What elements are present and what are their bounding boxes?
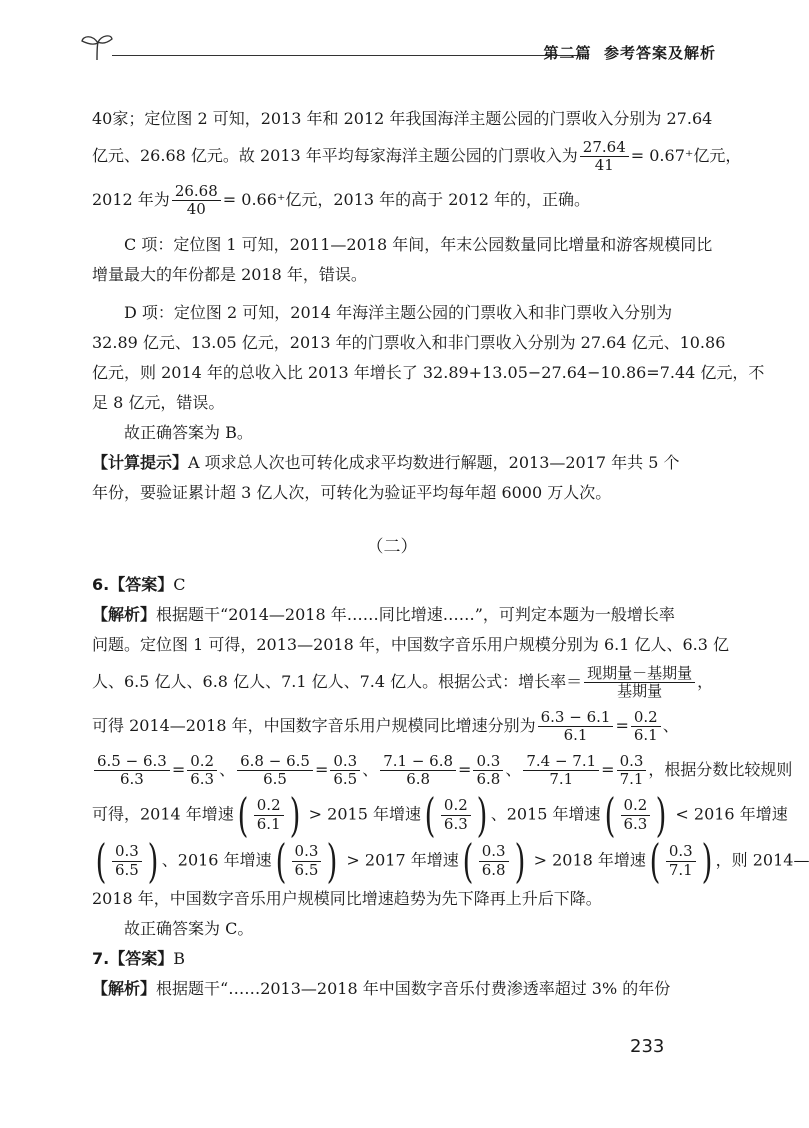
fraction-denominator: 基期量: [617, 682, 663, 700]
fraction-numerator: 0.3: [473, 753, 503, 771]
fraction-denominator: 6.5: [333, 770, 358, 788]
paren-fraction: ( $\frac{0.3}{6.5}$ ): [95, 834, 159, 888]
fraction-numerator: 0.2: [254, 797, 284, 815]
growth-formula: [584, 665, 695, 701]
fraction-numerator: 0.2: [631, 709, 661, 727]
text-line: 2018 年，中国数字音乐用户规模同比增速趋势为先下降再上升后下降。: [92, 889, 602, 908]
fraction: [172, 183, 221, 219]
fraction-denominator: 6.3: [623, 814, 648, 833]
fraction: [617, 753, 647, 789]
text-line: [92, 834, 809, 888]
fraction-denominator: 7.1: [619, 770, 644, 788]
fraction-numerator: 0.3: [666, 843, 696, 861]
fraction-denominator: 7.1: [668, 860, 693, 879]
text-segment: 、2015 年增速: [490, 804, 601, 824]
text-segment: > 2017 年增速: [341, 850, 459, 870]
fraction-numerator: 27.64: [580, 139, 629, 157]
fraction: [237, 753, 313, 789]
equals-sign: =: [615, 716, 629, 735]
answer-value: C: [173, 575, 186, 594]
text-segment: > 2018 年增速: [528, 850, 646, 870]
fraction-numerator: 0.2: [187, 753, 217, 771]
fraction: [631, 709, 661, 745]
text-segment: = 0.66⁺亿元，2013 年的高于 2012 年的，正确。: [222, 190, 591, 209]
separator: 、: [505, 760, 522, 779]
text-segment: 可得，2014 年增速: [92, 804, 234, 824]
analysis-label: 【解析】: [92, 605, 157, 624]
header-rule: [112, 55, 580, 56]
text-line: [92, 748, 793, 792]
fraction-denominator: 6.3: [119, 770, 144, 788]
tip-label: 【计算提示】: [92, 453, 189, 472]
fraction-numerator: 0.3: [330, 753, 360, 771]
paren-fraction: ( $\frac{0.2}{6.1}$ ): [237, 788, 300, 842]
fraction: [187, 753, 217, 789]
page-number: 233: [630, 1036, 665, 1057]
fraction-denominator: 6.3: [190, 770, 215, 788]
text-line: [92, 704, 692, 748]
paren-fraction: ( $\frac{0.2}{6.3}$ ): [424, 788, 488, 842]
header-title: 第二篇 参考答案及解析: [543, 44, 716, 62]
paren-fraction: ( $\frac{0.3}{6.5}$ ): [275, 834, 338, 888]
fraction: [538, 709, 614, 745]
fraction: [330, 753, 360, 789]
equals-sign: =: [171, 760, 186, 779]
fraction-numerator: 0.3: [617, 753, 647, 771]
text-line: 增量最大的年份都是 2018 年，错误。: [92, 265, 367, 284]
text-segment: 2012 年为: [92, 190, 170, 209]
fraction-numerator: 26.68: [172, 183, 221, 201]
fraction-numerator: 6.3 − 6.1: [538, 709, 614, 727]
separator: 、: [219, 760, 236, 779]
page-content: [92, 104, 809, 1004]
fraction-denominator: 6.1: [563, 726, 588, 744]
fraction-denominator: 6.5: [114, 860, 139, 879]
text-segment: = 0.67⁺亿元，: [630, 146, 742, 165]
separator: 、: [662, 716, 679, 735]
text-line: 问题。定位图 1 可得，2013—2018 年，中国数字音乐用户规模分别为 6.1 亿人、6.3 亿: [92, 635, 730, 654]
fraction-numerator: 0.3: [479, 843, 509, 861]
answer-line: 故正确答案为 B。: [124, 423, 253, 442]
text-line: 亿元，则 2014 年的总收入比 2013 年增长了 32.89+13.05−27.64−10.86=7.44 亿元，不: [92, 363, 765, 382]
text-line: [92, 134, 742, 178]
fraction-denominator: 6.3: [443, 814, 468, 833]
paren-fraction: ( $\frac{0.2}{6.3}$ ): [604, 788, 667, 842]
text-line: C 项：定位图 1 可知，2011—2018 年间，年末公园数量同比增量和游客规模同比: [124, 235, 713, 254]
text-line: 足 8 亿元，错误。: [92, 393, 225, 412]
paren-fraction: ( $\frac{0.3}{7.1}$ ): [649, 834, 713, 888]
text-segment: ，: [697, 672, 714, 691]
fraction-denominator: 41: [594, 156, 614, 174]
fraction-denominator: 6.5: [263, 770, 287, 788]
fraction-denominator: 6.5: [294, 860, 319, 879]
question-answer-line: [92, 570, 692, 600]
text-line: [92, 788, 788, 842]
fraction: [523, 753, 599, 789]
text-line: D 项：定位图 2 可知，2014 年海洋主题公园的门票收入和非门票收入分别为: [124, 303, 673, 322]
analysis-line: [92, 974, 692, 1004]
fraction-numerator: 6.8 − 6.5: [237, 753, 313, 771]
fraction-numerator: 7.4 − 7.1: [523, 753, 599, 771]
fraction: [380, 753, 456, 789]
text-segment: > 2015 年增速: [303, 804, 421, 824]
text-segment: 根据题干“2014—2018 年……同比增速……”，可判定本题为一般增长率: [156, 605, 675, 624]
fraction: [94, 753, 170, 789]
question-answer-line: [92, 944, 692, 974]
fraction: [580, 139, 629, 175]
page-header: [80, 28, 720, 68]
section-title: （二）: [366, 537, 418, 557]
fraction-denominator: 6.8: [481, 860, 506, 879]
fraction-numerator: 0.2: [441, 797, 471, 815]
text-segment: A 项求总人次也可转化成求平均数进行解题，2013—2017 年共 5 个: [188, 453, 680, 472]
answer-line: 故正确答案为 C。: [124, 919, 254, 938]
fraction-numerator: 现期量－基期量: [584, 665, 695, 683]
answer-label: 7.【答案】: [92, 949, 174, 968]
text-segment: < 2016 年增速: [670, 804, 788, 824]
fraction-numerator: 0.3: [292, 843, 322, 861]
equals-sign: =: [458, 760, 472, 779]
text-line: 年份，要验证累计超 3 亿人次，可转化为验证平均每年超 6000 万人次。: [92, 483, 612, 502]
fraction: [473, 753, 503, 789]
text-segment: ，则 2014—: [715, 850, 809, 870]
text-line: [92, 660, 714, 704]
text-segment: 、2016 年增速: [161, 850, 272, 870]
fraction-numerator: 7.1 − 6.8: [380, 753, 456, 771]
fraction-denominator: 6.1: [256, 814, 281, 833]
fraction-denominator: 7.1: [549, 770, 574, 788]
fraction-denominator: 40: [186, 200, 206, 218]
text-segment: ，根据分数比较规则: [648, 760, 793, 779]
text-segment: 人、6.5 亿人、6.8 亿人、7.1 亿人、7.4 亿人。根据公式：增长率＝: [92, 672, 583, 691]
answer-label: 6.【答案】: [92, 575, 174, 594]
fraction-denominator: 6.8: [406, 770, 431, 788]
analysis-label: 【解析】: [92, 979, 157, 998]
sprout-icon: [80, 32, 114, 62]
text-line: [92, 178, 692, 222]
answer-value: B: [173, 949, 185, 968]
fraction-numerator: 0.3: [112, 843, 142, 861]
equals-sign: =: [314, 760, 329, 779]
text-segment: 可得 2014—2018 年，中国数字音乐用户规模同比增速分别为: [92, 716, 536, 735]
fraction-numerator: 0.2: [621, 797, 651, 815]
paren-fraction: ( $\frac{0.3}{6.8}$ ): [462, 834, 525, 888]
separator: 、: [362, 760, 379, 779]
equals-sign: =: [601, 760, 615, 779]
analysis-line: [92, 600, 692, 630]
fraction-denominator: 6.8: [476, 770, 501, 788]
tip-line: [92, 448, 692, 478]
text-line: 40家；定位图 2 可知，2013 年和 2012 年我国海洋主题公园的门票收入分别为 27.64: [92, 109, 713, 128]
text-segment: 根据题干“……2013—2018 年中国数字音乐付费渗透率超过 3% 的年份: [156, 979, 671, 998]
fraction-numerator: 6.5 − 6.3: [94, 753, 170, 771]
text-line: 32.89 亿元、13.05 亿元，2013 年的门票收入和非门票收入分别为 27.64 亿元、10.86: [92, 333, 726, 352]
fraction-denominator: 6.1: [633, 726, 658, 744]
text-segment: 亿元、26.68 亿元。故 2013 年平均每家海洋主题公园的门票收入为: [92, 146, 578, 165]
